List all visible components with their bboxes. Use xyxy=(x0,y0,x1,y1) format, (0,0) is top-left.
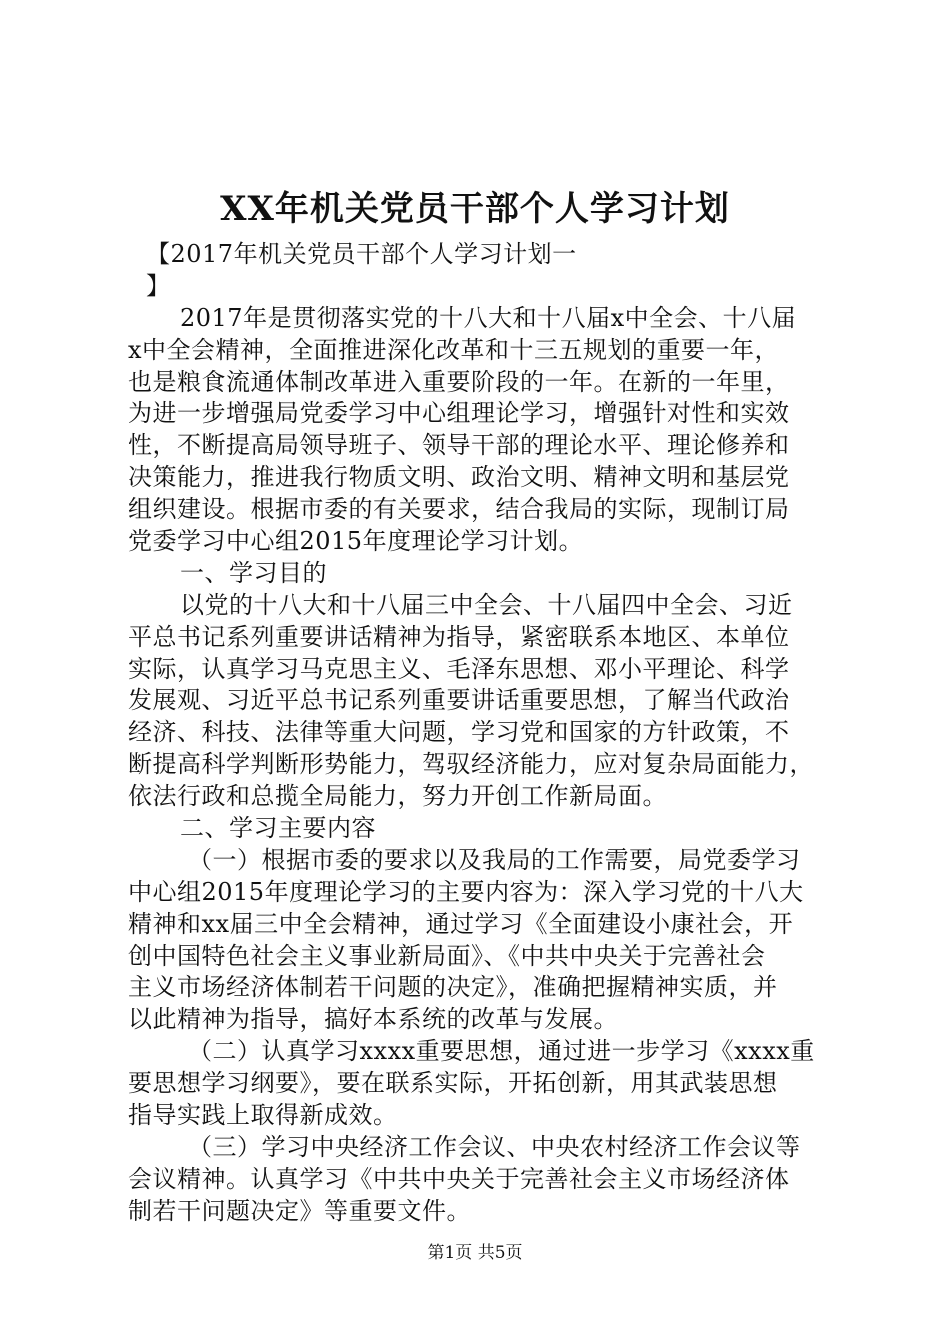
document-body xyxy=(128,239,843,1228)
text-line: （三）学习中央经济工作会议、中央农村经济工作会议等 xyxy=(188,1132,801,1161)
text-line: 创中国特色社会主义事业新局面》、《中共中央关于完善社会 xyxy=(128,941,766,970)
text-line: 制若干问题决定》等重要文件。 xyxy=(128,1196,471,1225)
text-line: 以党的十八大和十八届三中全会、十八届四中全会、习近 xyxy=(180,590,793,619)
text-line: 要思想学习纲要》，要在联系实际，开拓创新，用其武装思想 xyxy=(128,1069,778,1098)
text-line: 实际，认真学习马克思主义、毛泽东思想、邓小平理论、科学 xyxy=(128,654,790,683)
text-line: 组织建设。根据市委的有关要求，结合我局的实际，现制订局 xyxy=(128,495,790,524)
text-line: 性，不断提高局领导班子、领导干部的理论水平、理论修养和 xyxy=(128,431,790,460)
text-line: 2017年是贯彻落实党的十八大和十八届x中全会、十八届 xyxy=(180,303,797,332)
text-line: 精神和xx届三中全会精神，通过学习《全面建设小康社会，开 xyxy=(128,909,794,938)
text-line: 主义市场经济体制若干问题的决定》，准确把握精神实质，并 xyxy=(128,973,778,1002)
text-line: 断提高科学判断形势能力，驾驭经济能力，应对复杂局面能力， xyxy=(128,750,814,779)
text-line: 党委学习中心组2015年度理论学习计划。 xyxy=(128,527,584,556)
text-line: x中全会精神，全面推进深化改革和十三五规划的重要一年， xyxy=(128,335,780,364)
section-heading: 二、学习主要内容 xyxy=(180,814,376,843)
text-line: 依法行政和总揽全局能力，努力开创工作新局面。 xyxy=(128,782,667,811)
text-line: 决策能力，推进我行物质文明、政治文明、精神文明和基层党 xyxy=(128,463,790,492)
text-line: 会议精神。认真学习《中共中央关于完善社会主义市场经济体 xyxy=(128,1164,790,1193)
text-line: 平总书记系列重要讲话精神为指导，紧密联系本地区、本单位 xyxy=(128,622,790,651)
text-line: （一）根据市委的要求以及我局的工作需要，局党委学习 xyxy=(188,845,801,874)
page-number-footer: 第1页 共5页 xyxy=(427,1243,523,1263)
document-title: XX年机关党员干部个人学习计划 xyxy=(220,189,730,229)
text-line: 以此精神为指导，搞好本系统的改革与发展。 xyxy=(128,1005,618,1034)
text-line: （二）认真学习xxxx重要思想，通过进一步学习《xxxx重 xyxy=(188,1037,815,1066)
text-line: 指导实践上取得新成效。 xyxy=(128,1101,398,1130)
text-line: 发展观、习近平总书记系列重要讲话重要思想，了解当代政治 xyxy=(128,686,790,715)
text-line: 中心组2015年度理论学习的主要内容为：深入学习党的十八大 xyxy=(128,877,804,906)
section-heading: 一、学习目的 xyxy=(180,558,327,587)
subtitle-line: 】 xyxy=(146,271,171,300)
text-line: 为进一步增强局党委学习中心组理论学习，增强针对性和实效 xyxy=(128,399,790,428)
subtitle-line: 【2017年机关党员干部个人学习计划一 xyxy=(146,240,577,268)
text-line: 也是粮食流通体制改革进入重要阶段的一年。在新的一年里， xyxy=(128,367,790,396)
text-line: 经济、科技、法律等重大问题，学习党和国家的方针政策，不 xyxy=(128,718,790,747)
